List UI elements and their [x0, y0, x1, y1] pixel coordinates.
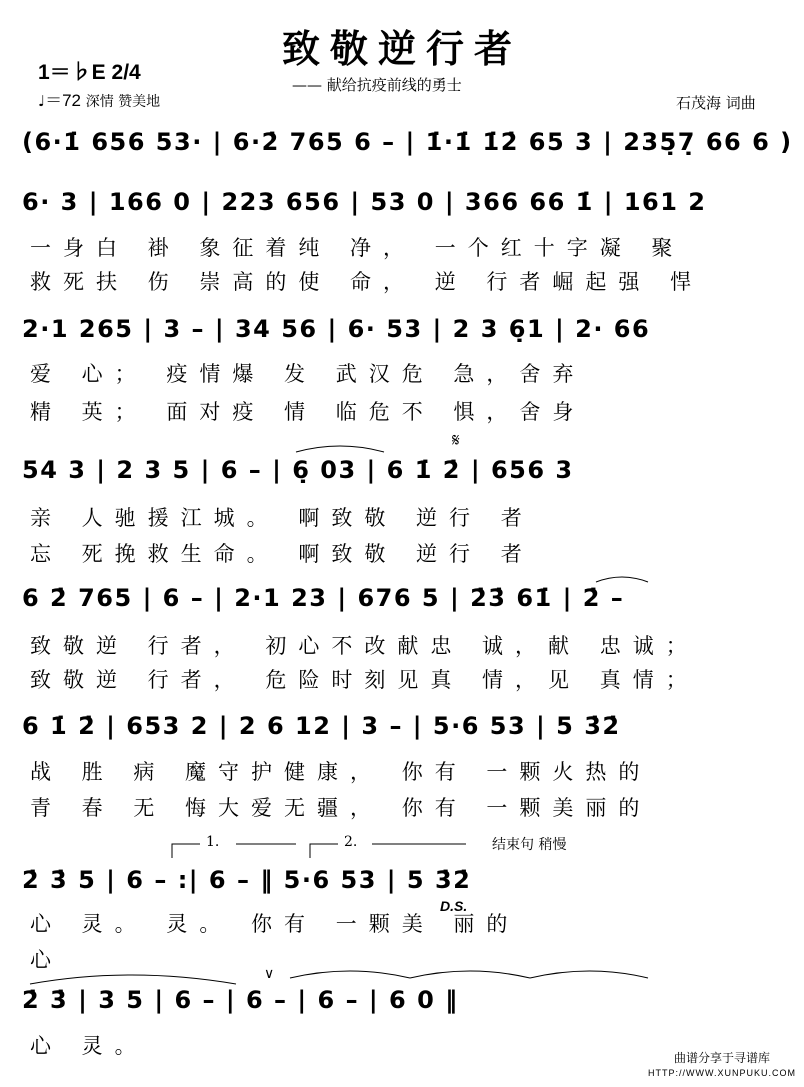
watermark-text: 曲谱分享于寻谱库: [673, 1051, 770, 1065]
notation-line-1: (6·1̇ 656 53· | 6·2̇ 765 6 – | 1̇·1̇ 1̇2̇ 65 3 | 235̣7̣ 66 6 ): [22, 128, 793, 156]
notation-line-3: 2·1 265 | 3 – | 34 56 | 6· 53 | 2 3 6̣1 | 2· 66: [22, 315, 651, 343]
lyric-line-4-verse-2: 忘 死挽救生命。 啊致敬 逆行 者: [30, 542, 534, 566]
song-subtitle: —— 献给抗疫前线的勇士: [292, 76, 462, 94]
lyric-line-3-verse-1: 爱 心； 疫情爆 发 武汉危 急，舍弃: [30, 362, 586, 386]
coda-marking: 结束句 稍慢: [492, 837, 567, 853]
lyric-line-7-verse-1: 心 灵。 灵。 你有 一颗美 丽的: [30, 912, 520, 936]
lyric-line-2-verse-1: 一身白 褂 象征着纯 净， 一个红十字凝 聚: [30, 236, 685, 260]
ds-marking: D.S.: [440, 898, 468, 914]
lyric-line-3-verse-2: 精 英； 面对疫 情 临危不 惧，舍身: [30, 400, 586, 424]
lyric-line-6-verse-2: 青 春 无 悔大爱无疆， 你有 一颗美丽的: [30, 796, 652, 820]
lyric-line-6-verse-1: 战 胜 病 魔守护健康， 你有 一颗火热的: [30, 760, 652, 784]
lyric-line-2-verse-2: 救死扶 伤 崇高的使 命， 逆 行者崛起强 悍: [30, 270, 704, 294]
lyric-line-4-verse-1: 亲 人驰援江城。 啊致敬 逆行 者: [30, 506, 534, 530]
segno-icon: 𝄋: [452, 430, 460, 451]
notation-line-7: 2̇ 3̇ 5 | 6 – :| 6 – ‖ 5·6 53 | 5 3̇2̇: [22, 866, 472, 894]
lyric-line-5-verse-1: 致敬逆 行者， 初心不改献忠 诚，献 忠诚；: [30, 634, 699, 658]
expression-marking: 深情 赞美地: [85, 94, 161, 110]
notation-line-5: 6 2̇ 765 | 6 – | 2·1 23 | 676 5 | 2̇3̇ 61̇ | 2̇ –: [22, 584, 625, 612]
key-signature: 1＝♭E 2/4: [38, 61, 141, 84]
composer-credit: 石茂海 词曲: [676, 94, 756, 112]
notation-line-2: 6· 3 | 166 0 | 223 656 | 53 0 | 366 66 1̇ | 161 2: [22, 188, 707, 216]
quarter-note-icon: ♩: [38, 92, 46, 110]
volta-1-label: 1.: [206, 834, 220, 850]
song-title: 致敬逆行者: [281, 26, 522, 71]
tempo-value: ＝72: [45, 91, 81, 110]
lyric-line-5-verse-2: 致敬逆 行者， 危险时刻见真 情，见 真情；: [30, 668, 699, 692]
volta-2-label: 2.: [344, 834, 358, 850]
lyric-line-8-verse-1: 心 灵。: [30, 1034, 148, 1058]
notation-line-6: 6 1̇ 2̇ | 653 2 | 2 6 12 | 3 – | 5·6 53 | 5 3̇2̇: [22, 712, 621, 740]
breath-mark: ∨: [264, 966, 275, 982]
notation-line-8: 2̇ 3̇ | 3 5 | 6 – | 6 – | 6 – | 6 0 ‖: [22, 986, 459, 1014]
watermark-url: HTTP://WWW.XUNPUKU.COM: [648, 1068, 796, 1078]
watermark: [648, 1051, 796, 1081]
notation-line-4: 54 3 | 2 3 5 | 6 – | 6̣ 03 | 6 1̇ 2̇ | 656 3: [22, 456, 574, 484]
lyric-line-7-verse-2: 心: [30, 948, 63, 972]
